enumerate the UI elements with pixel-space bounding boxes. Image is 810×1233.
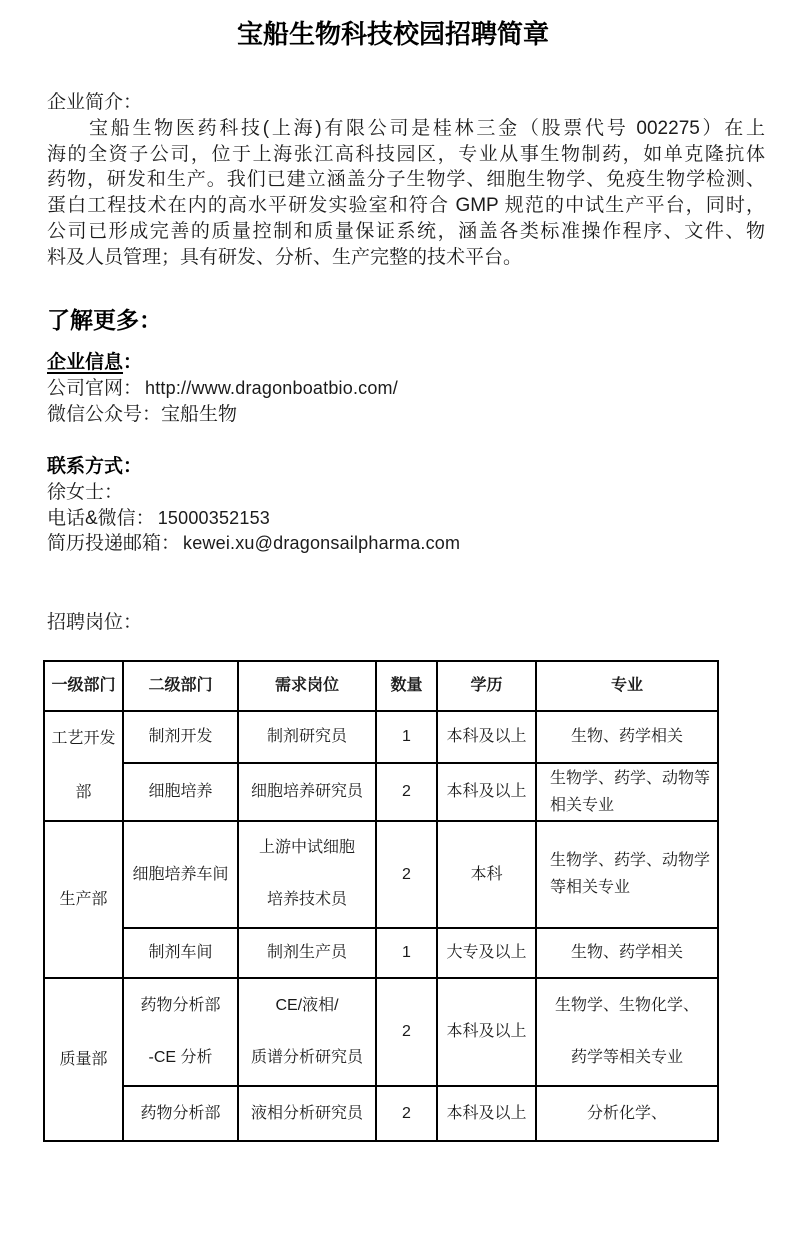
phone-value: 15000352153: [157, 507, 271, 528]
cell-role: 液相分析研究员: [238, 1086, 376, 1141]
intro-paragraph: [47, 116, 765, 270]
cell-major: [536, 821, 718, 928]
column-header-count: 数量: [376, 661, 437, 711]
contact-heading: 联系方式：: [47, 456, 143, 478]
cell-major: [536, 978, 718, 1086]
cell-line: 工艺开发: [51, 729, 116, 747]
wechat-value: 宝船生物: [161, 403, 238, 425]
cell-count: 1: [376, 711, 437, 763]
cell-degree: 本科: [437, 821, 536, 928]
cell-degree: 本科及以上: [437, 711, 536, 763]
table-row: [44, 711, 718, 763]
cell-line: 培养技术员: [266, 891, 347, 909]
table-row: [44, 763, 718, 821]
contact-person: 徐女士：: [47, 482, 124, 504]
cell-line: 部: [75, 783, 92, 801]
cell-role: 细胞培养研究员: [238, 763, 376, 821]
website-url: http://www.dragonboatbio.com/: [145, 378, 398, 399]
cell-count: 1: [376, 928, 437, 978]
cell-sub-dept: 制剂开发: [123, 711, 238, 763]
wechat-label: 微信公众号：: [47, 403, 162, 425]
cell-line: CE/液相/: [275, 996, 339, 1014]
cell-line: 药物分析部: [140, 996, 221, 1014]
cell-degree: 本科及以上: [437, 763, 536, 821]
paragraph-line: 料及人员管理；具有研发、分析、生产完整的技术平台。: [47, 246, 523, 268]
cell-dept-process-dev: [44, 711, 123, 821]
company-info-block: [47, 350, 765, 427]
cell-line: -CE 分析: [148, 1048, 213, 1066]
table-row: [44, 928, 718, 978]
column-header-major: 专业: [536, 661, 718, 711]
intro-heading: 企业简介：: [47, 92, 143, 113]
cell-count: 2: [376, 821, 437, 928]
cell-count: 2: [376, 1086, 437, 1141]
cell-count: 2: [376, 763, 437, 821]
paragraph-line: 海的全资子公司，位于上海张江高科技园区，专业从事生物制药，如单克隆抗体: [47, 143, 765, 165]
column-header-dept1: 一级部门: [44, 661, 123, 711]
email-value: kewei.xu@dragonsailpharma.com: [183, 533, 461, 554]
table-row: [44, 821, 718, 928]
cell-degree: 本科及以上: [437, 978, 536, 1086]
cell-sub-dept: 细胞培养车间: [123, 821, 238, 928]
cell-sub-dept: 制剂车间: [123, 928, 238, 978]
company-info-heading-text: 企业信息: [47, 352, 124, 374]
paragraph-line: 宝船生物医药科技(上海)有限公司是桂林三金（股票代号 002275）在上: [89, 118, 765, 139]
cell-count: 2: [376, 978, 437, 1086]
cell-major: 生物、药学相关: [536, 928, 718, 978]
website-line: [47, 376, 765, 402]
phone-line: [47, 506, 765, 532]
column-header-degree: 学历: [437, 661, 536, 711]
paragraph-line: 蛋白工程技术在内的高水平研发实验室和符合 GMP 规范的中试生产平台，同时，: [47, 195, 765, 217]
cell-line: 药学等相关专业: [570, 1048, 683, 1066]
cell-role: 制剂生产员: [238, 928, 376, 978]
table-header-row: [44, 661, 718, 711]
cell-line: 生物学、药学、动物等: [550, 769, 711, 787]
page-title: 宝船生物科技校园招聘简章: [236, 19, 549, 49]
cell-degree: 大专及以上: [437, 928, 536, 978]
cell-dept-quality: 质量部: [44, 978, 123, 1141]
cell-line: 等相关专业: [550, 879, 631, 897]
paragraph-line: 药物，研发和生产。我们已建立涵盖分子生物学、细胞生物学、免疫生物学检测、: [47, 169, 765, 191]
positions-heading: 招聘岗位：: [47, 611, 143, 633]
cell-role: 制剂研究员: [238, 711, 376, 763]
column-header-role: 需求岗位: [238, 661, 376, 711]
cell-line: 质谱分析研究员: [250, 1048, 363, 1066]
cell-dept-production: 生产部: [44, 821, 123, 978]
company-info-heading-colon: ：: [123, 352, 143, 374]
learn-more-heading: 了解更多：: [47, 307, 162, 334]
cell-major: 生物、药学相关: [536, 711, 718, 763]
cell-role: [238, 978, 376, 1086]
email-line: [47, 531, 765, 557]
website-label: 公司官网：: [47, 378, 143, 400]
phone-label: 电话&微信：: [47, 507, 155, 529]
email-label: 简历投递邮箱：: [47, 533, 181, 555]
cell-line: 上游中试细胞: [258, 839, 355, 857]
cell-line: 生物学、生物化学、: [554, 996, 699, 1014]
positions-table: [43, 660, 719, 1142]
cell-degree: 本科及以上: [437, 1086, 536, 1141]
cell-sub-dept: 药物分析部: [123, 1086, 238, 1141]
paragraph-line: 公司已形成完善的质量控制和质量保证系统，涵盖各类标准操作程序、文件、物: [47, 220, 765, 242]
cell-role: [238, 821, 376, 928]
table-row: [44, 1086, 718, 1141]
cell-line: 生物学、药学、动物学: [550, 852, 711, 870]
column-header-dept2: 二级部门: [123, 661, 238, 711]
cell-line: 相关专业: [550, 796, 615, 814]
cell-sub-dept: 细胞培养: [123, 763, 238, 821]
table-row: [44, 978, 718, 1086]
cell-sub-dept: [123, 978, 238, 1086]
company-info-heading: [47, 350, 765, 376]
contact-block: [47, 454, 765, 557]
cell-major: [536, 763, 718, 821]
wechat-line: [47, 402, 765, 428]
cell-major: 分析化学、: [536, 1086, 718, 1141]
